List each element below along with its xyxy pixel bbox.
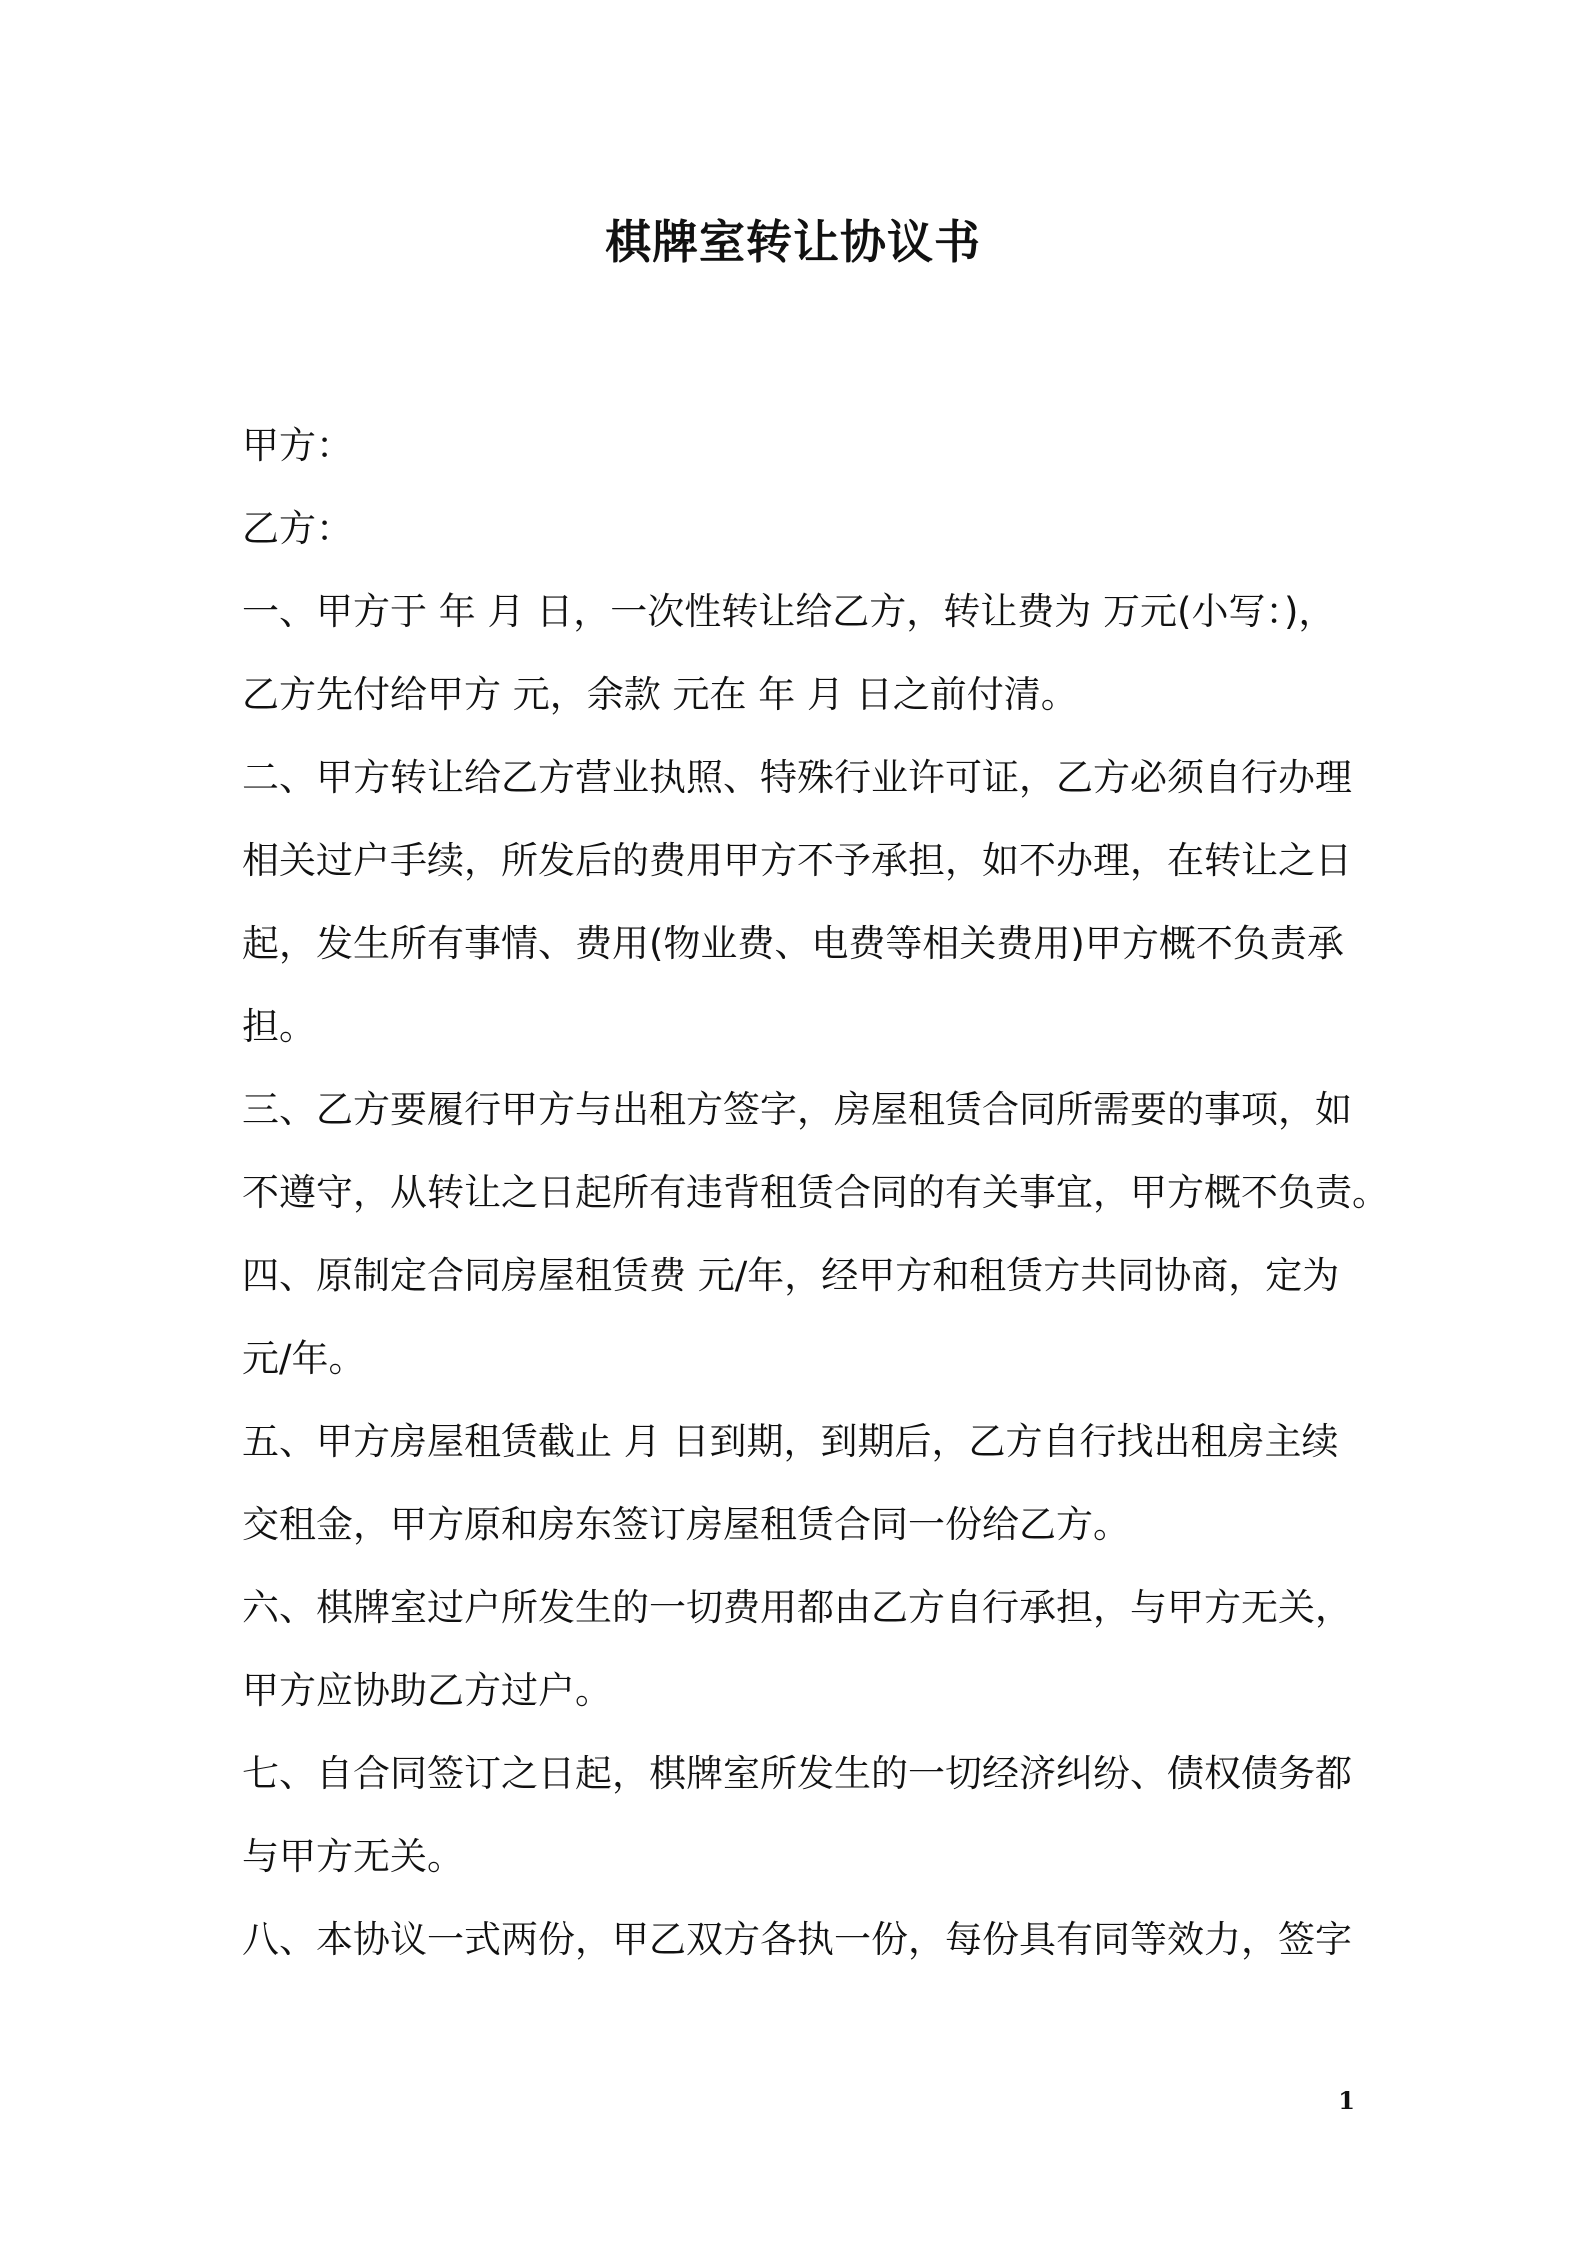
text-line: 乙方： — [242, 507, 353, 550]
text-line: 三、乙方要履行甲方与出租方签字，房屋租赁合同所需要的事项，如 — [242, 1088, 1352, 1131]
text-line: 甲方： — [242, 424, 353, 467]
text-line: 八、本协议一式两份，甲乙双方各执一份，每份具有同等效力，签字 — [242, 1918, 1352, 1961]
text-line: 相关过户手续，所发后的费用甲方不予承担，如不办理，在转让之日 — [242, 839, 1352, 882]
text-line: 交租金，甲方原和房东签订房屋租赁合同一份给乙方。 — [242, 1503, 1130, 1546]
text-line: 五、甲方房屋租赁截止 月 日到期，到期后，乙方自行找出租房主续 — [242, 1420, 1339, 1463]
text-line: 六、棋牌室过户所发生的一切费用都由乙方自行承担，与甲方无关， — [242, 1586, 1352, 1629]
document-title: 棋牌室转让协议书 — [605, 215, 981, 269]
text-line: 与甲方无关。 — [242, 1835, 464, 1878]
page-number: 1 — [1338, 2086, 1355, 2115]
text-line: 一、甲方于 年 月 日，一次性转让给乙方，转让费为 万元(小写：)， — [242, 590, 1336, 633]
text-line: 担。 — [242, 1005, 316, 1048]
text-line: 乙方先付给甲方 元，余款 元在 年 月 日之前付清。 — [242, 673, 1078, 716]
text-line: 起，发生所有事情、费用(物业费、电费等相关费用)甲方概不负责承 — [242, 922, 1344, 965]
text-line: 不遵守，从转让之日起所有违背租赁合同的有关事宜，甲方概不负责。 — [242, 1171, 1389, 1214]
text-line: 元/年。 — [242, 1337, 366, 1380]
text-line: 七、自合同签订之日起，棋牌室所发生的一切经济纠纷、债权债务都 — [242, 1752, 1352, 1795]
text-line: 四、原制定合同房屋租赁费 元/年，经甲方和租赁方共同协商，定为 — [242, 1254, 1340, 1297]
text-line: 甲方应协助乙方过户。 — [242, 1669, 612, 1712]
document-body — [242, 404, 1389, 1981]
text-line: 二、甲方转让给乙方营业执照、特殊行业许可证，乙方必须自行办理 — [242, 756, 1352, 799]
